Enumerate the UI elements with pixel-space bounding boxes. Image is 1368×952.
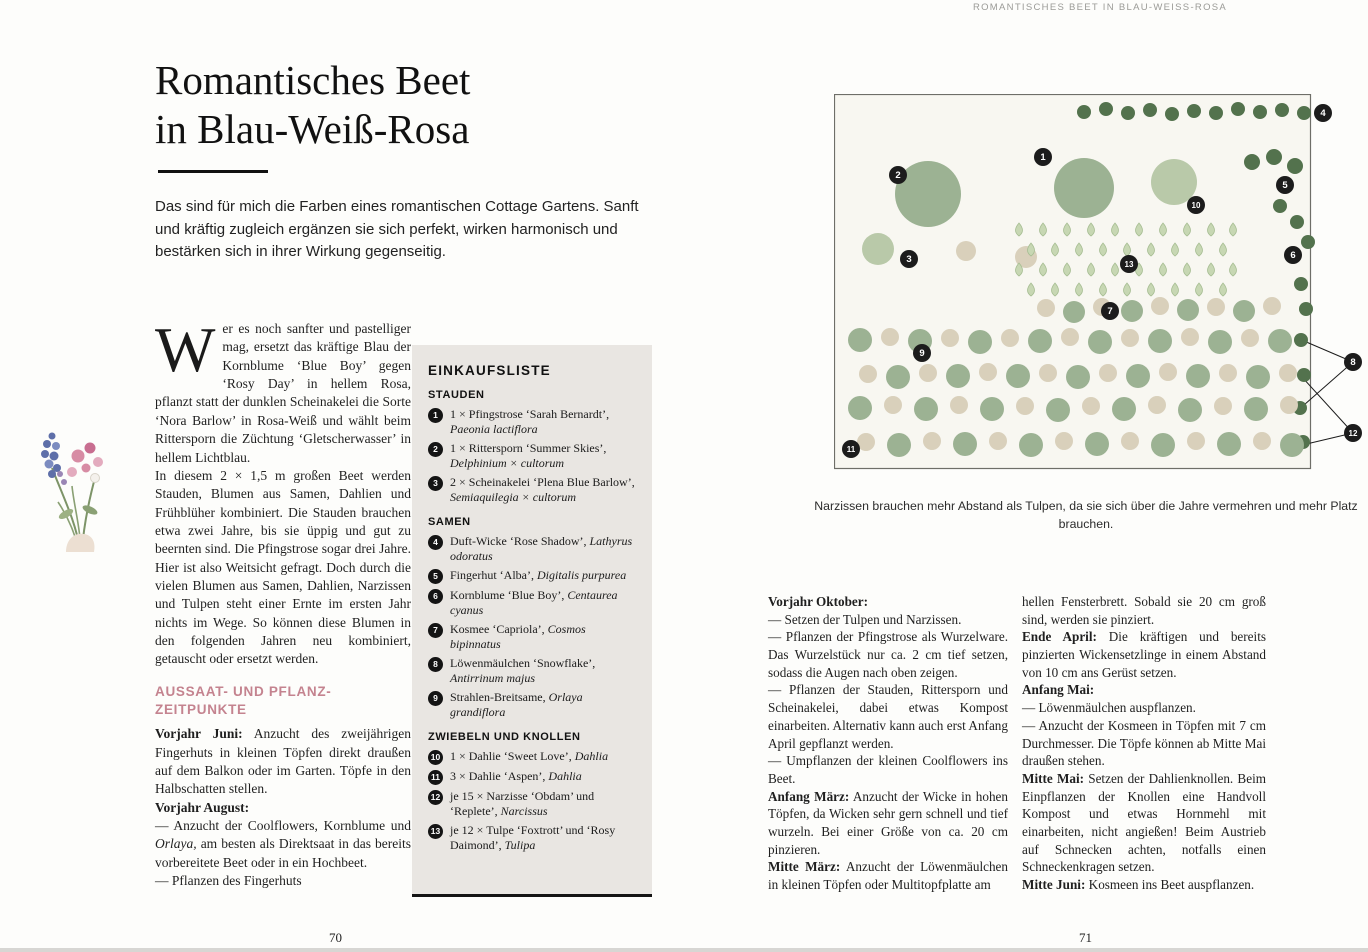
- item-latin-name: Tulipa: [504, 838, 536, 852]
- shopping-list-item: [428, 407, 636, 437]
- plant-circle: [1214, 397, 1232, 415]
- body-paragraph-1: [155, 314, 411, 467]
- item-number-badge: 8: [428, 657, 443, 672]
- bed-outline: [835, 95, 1311, 469]
- plant-circle: [1028, 329, 1052, 353]
- item-number-badge: 2: [428, 442, 443, 457]
- item-text: 1 × Rittersporn ‘Summer Skies’, Delphinium × cultorum: [450, 441, 607, 470]
- plant-circle: [1063, 301, 1085, 323]
- schedule-paragraph: Anfang März: Anzucht der Wicke in hohen Töpfen, da Wicken sehr gern schnell und tief wurzeln. Bei einer Größe von ca. 20 cm pinzieren.: [768, 788, 1008, 857]
- plant-circle: [862, 233, 894, 265]
- item-number-badge: 6: [428, 589, 443, 604]
- plant-circle: [1208, 330, 1232, 354]
- body-paragraph-2: In diesem 2 × 1,5 m großen Beet werden Stauden, Blumen aus Samen, Dahlien und Frühblüher kombiniert. Die Stauden brauchen etwa zwei Jahre, bis sie üppig und gut zu beernten sind. Die Pfingstrose sogar drei Jahre. Hier ist also Weitsicht gefragt. Doch durch die vielen Blumen aus Samen, Dahlien, Narzissen und Tulpen steht einer Ernte im ersten Jahr nichts im Wege. So können diese Blumen in den folgenden Jahren neu kombiniert, getauscht oder ersetzt werden.: [155, 467, 411, 667]
- planting-plan: [834, 94, 1368, 484]
- shopping-list-item: [428, 749, 636, 765]
- schedule-label: Vorjahr August:: [155, 799, 250, 815]
- plant-marker-number: 5: [1282, 180, 1288, 192]
- item-latin-name: Lathyrus odoratus: [450, 534, 633, 563]
- plant-circle: [1001, 329, 1019, 347]
- plant-circle: [1280, 396, 1298, 414]
- shopping-list-item: [428, 441, 636, 471]
- schedule-label: Ende April:: [1022, 629, 1097, 645]
- title-rule: [158, 170, 268, 173]
- item-latin-name: Orlaya grandiflora: [450, 690, 583, 719]
- plant-circle: [941, 329, 959, 347]
- plant-circle: [1046, 398, 1070, 422]
- plant-circle: [1280, 433, 1304, 457]
- running-head: ROMANTISCHES BEET IN BLAU-WEISS-ROSA: [972, 2, 1228, 13]
- schedule-text: — Anzucht der Coolflowers, Kornblume und: [155, 818, 411, 834]
- item-text: 2 × Scheinakelei ‘Plena Blue Barlow’, Semiaquilegia × cultorum: [450, 475, 635, 504]
- plant-circle: [1279, 364, 1297, 382]
- schedule-paragraph: — Anzucht der Kosmeen in Töpfen mit 7 cm Durchmesser. Die Töpfe können ab Mitte Mai draußen stehen.: [1022, 717, 1266, 769]
- plant-marker-number: 6: [1290, 250, 1296, 262]
- item-text: je 15 × Narzisse ‘Obdam’ und ‘Replete’, Narcissus: [450, 789, 595, 818]
- item-latin-name: Semiaquilegia × cultorum: [450, 490, 577, 504]
- schedule-paragraph: — Pflanzen des Fingerhuts: [155, 873, 302, 889]
- item-text: Löwenmäulchen ‘Snowflake’, Antirrinum majus: [450, 656, 596, 685]
- item-text: 1 × Dahlie ‘Sweet Love’, Dahlia: [450, 749, 609, 763]
- plant-circle: [1273, 199, 1287, 213]
- schedule-paragraph: — Pflanzen der Pfingstrose als Wurzelware. Das Wurzelstück nur ca. 2 cm tief setzen, sodass die Augen nach oben zeigen.: [768, 629, 1008, 680]
- plant-circle: [1121, 329, 1139, 347]
- item-latin-name: Cosmos bipinnatus: [450, 622, 586, 651]
- plant-circle: [1290, 215, 1304, 229]
- item-latin-name: Dahlia: [548, 769, 582, 783]
- plant-circle: [1037, 299, 1055, 317]
- plant-circle: [1244, 154, 1260, 170]
- page-number-right: 71: [1079, 930, 1092, 945]
- schedule-paragraph: Mitte Juni: Kosmeen ins Beet auspflanzen.: [1022, 877, 1255, 892]
- plant-circle: [1085, 432, 1109, 456]
- plant-marker-number: 12: [1348, 429, 1358, 439]
- item-text: Duft-Wicke ‘Rose Shadow’, Lathyrus odoratus: [450, 534, 633, 563]
- plant-circle: [1253, 432, 1271, 450]
- shopping-list-item: [428, 823, 636, 853]
- plant-circle: [1151, 297, 1169, 315]
- schedule-paragraph: Mitte März: Anzucht der Löwenmäulchen in kleinen Töpfen oder Multitopfplatte am: [768, 859, 1008, 892]
- plant-circle: [1126, 364, 1150, 388]
- plant-circle: [923, 432, 941, 450]
- plant-circle: [886, 365, 910, 389]
- plant-circle: [1209, 106, 1223, 120]
- plant-circle: [1016, 397, 1034, 415]
- plant-circle: [1099, 102, 1113, 116]
- item-number-badge: 7: [428, 623, 443, 638]
- plant-circle: [1186, 364, 1210, 388]
- plant-circle: [1165, 107, 1179, 121]
- plant-circle: [1151, 159, 1197, 205]
- plant-circle: [848, 328, 872, 352]
- plant-circle: [1266, 149, 1282, 165]
- shopping-list-item: [428, 656, 636, 686]
- plant-circle: [956, 241, 976, 261]
- item-latin-name: Dahlia: [574, 749, 609, 763]
- shopping-list-item: [428, 690, 636, 720]
- plant-circle: [1112, 397, 1136, 421]
- schedule-paragraph: Mitte Mai: Setzen der Dahlienknollen. Beim Einpflanzen der Knollen eine Handvoll Kompost und etwas Hornmehl mit einarbeiten, nicht angießen! Beim Austrieb auf Schnecken achten, notfalls einen Schneckenkragen setzen.: [1022, 770, 1266, 875]
- right-text-column-1: [768, 593, 1008, 894]
- item-number-badge: 9: [428, 691, 443, 706]
- plant-circle: [1151, 433, 1175, 457]
- plant-circle: [1177, 299, 1199, 321]
- plant-circle: [1055, 432, 1073, 450]
- schedule-text: am besten als Direktsaat in das bereits vorbereitete Beet oder in ein Hochbeet.: [155, 836, 411, 870]
- plant-marker-number: 1: [1040, 152, 1046, 164]
- schedule-label: Mitte März:: [768, 859, 841, 875]
- plant-circle: [1268, 329, 1292, 353]
- plant-circle: [1178, 398, 1202, 422]
- item-number-badge: 1: [428, 408, 443, 423]
- item-number-badge: 5: [428, 569, 443, 584]
- plant-circle: [1294, 333, 1308, 347]
- shopping-list-groups: [428, 389, 636, 853]
- plant-marker-number: 3: [906, 254, 912, 266]
- item-text: Kosmee ‘Capriola’, Cosmos bipinnatus: [450, 622, 586, 651]
- schedule-paragraph: Ende April: Die kräftigen und bereits pinzierten Wickensetzlinge in einem Abstand von 10 cm ans Gerüst setzen.: [1022, 629, 1266, 680]
- shopping-list-box: [412, 345, 652, 897]
- plant-circle: [1294, 277, 1308, 291]
- item-number-badge: 4: [428, 535, 443, 550]
- plant-circle: [1159, 363, 1177, 381]
- plant-circle: [950, 396, 968, 414]
- shopping-list-title: EINKAUFSLISTE: [428, 363, 551, 378]
- item-latin-name: Digitalis purpurea: [536, 568, 627, 582]
- plant-circle: [1287, 158, 1303, 174]
- plant-circle: [1066, 365, 1090, 389]
- plant-circle: [1148, 396, 1166, 414]
- plant-circle: [1061, 328, 1079, 346]
- plant-circle: [1082, 397, 1100, 415]
- plant-circle: [1088, 330, 1112, 354]
- shopping-list-item: [428, 588, 636, 618]
- schedule-label: Anfang Mai:: [1022, 682, 1095, 698]
- plant-circle: [1181, 328, 1199, 346]
- shopping-list-item: [428, 769, 636, 785]
- plant-circle: [1275, 103, 1289, 117]
- plant-circle: [1019, 433, 1043, 457]
- shopping-list-item: [428, 622, 636, 652]
- plant-circle: [980, 397, 1004, 421]
- plant-circle: [1121, 432, 1139, 450]
- schedule-paragraph: [155, 799, 411, 817]
- bouquet-illustration: [32, 422, 124, 554]
- plant-circle: [1263, 297, 1281, 315]
- schedule-text: Anzucht des zweijährigen Fingerhuts in kleinen Töpfen direkt draußen auf dem Balkon oder im Garten. Töpfe in den Halbschatten stellen.: [155, 726, 411, 797]
- plant-circle: [1143, 103, 1157, 117]
- plant-circle: [1299, 302, 1313, 316]
- plant-circle: [1207, 298, 1225, 316]
- plant-circle: [1006, 364, 1030, 388]
- item-latin-name: Antirrinum majus: [450, 671, 536, 685]
- plant-circle: [1099, 364, 1117, 382]
- body-text-1: er es noch sanfter und pastelliger mag, ersetzt das kräftige Blau der Kornblume ‘Blue Boy’ gegen ‘Rosy Day’ in hellem Rosa, pflanzt statt der dunklen Scheinakelei die Sorte ‘Nora Barlow’ in Rosa-Weiß und wählt beim Rittersporn die Züchtung ‘Gletscherwasser’ in hellem Lichtblau.: [155, 321, 411, 465]
- schedule-heading-line2: ZEITPUNKTE: [155, 702, 247, 718]
- plant-circle: [1244, 397, 1268, 421]
- plant-circle: [881, 328, 899, 346]
- item-number-badge: 13: [428, 824, 443, 839]
- plant-circle: [1241, 329, 1259, 347]
- schedule-paragraph: hellen Fensterbrett. Sobald sie 20 cm groß sind, werden sie pinziert.: [1022, 594, 1266, 627]
- plant-circle: [1039, 364, 1057, 382]
- schedule-label: Anfang März:: [768, 788, 850, 804]
- schedule-label: Vorjahr Juni:: [155, 726, 243, 742]
- drop-cap: W: [155, 314, 216, 385]
- shopping-section-header: ZWIEBELN UND KNOLLEN: [428, 731, 581, 743]
- schedule-paragraph: — Löwenmäulchen auspflanzen.: [1022, 700, 1196, 716]
- diagram-caption: Narzissen brauchen mehr Abstand als Tulpen, da sie sich über die Jahre vermehren und mehr Platz brauchen.: [814, 499, 1358, 531]
- schedule-paragraph: [768, 593, 1008, 611]
- item-text: 1 × Pfingstrose ‘Sarah Bernardt’, Paeonia lactiflora: [450, 407, 610, 436]
- plant-circle: [1297, 106, 1311, 120]
- plant-circle: [1121, 106, 1135, 120]
- plant-circle: [1054, 158, 1114, 218]
- schedule-paragraph: — Umpflanzen der kleinen Coolflowers ins Beet.: [768, 753, 1008, 786]
- plant-circle: [884, 396, 902, 414]
- planting-plan-diagram: [834, 94, 1368, 479]
- plant-circle: [953, 432, 977, 456]
- plant-circle: [1246, 365, 1270, 389]
- plant-circle: [914, 397, 938, 421]
- plant-circle: [1301, 235, 1315, 249]
- shopping-list-item: [428, 789, 636, 819]
- shopping-section-header: SAMEN: [428, 516, 471, 528]
- schedule-label: Vorjahr Oktober:: [768, 594, 868, 609]
- schedule-paragraph: — Setzen der Tulpen und Narzissen.: [768, 611, 962, 627]
- shopping-list-item: [428, 534, 636, 564]
- page-title-line2: in Blau-Weiß-Rosa: [155, 106, 470, 153]
- plant-circle: [1231, 102, 1245, 116]
- plant-marker-number: 4: [1320, 108, 1326, 120]
- right-text-column-2: [1022, 593, 1266, 894]
- item-number-badge: 3: [428, 476, 443, 491]
- plant-circle: [1187, 104, 1201, 118]
- plant-circle: [1233, 300, 1255, 322]
- plant-circle: [946, 364, 970, 388]
- plant-circle: [1077, 105, 1091, 119]
- schedule-heading: [155, 683, 411, 719]
- shopping-section-header: STAUDEN: [428, 389, 485, 401]
- plant-circle: [887, 433, 911, 457]
- plant-circle: [979, 363, 997, 381]
- plant-circle: [1217, 432, 1241, 456]
- item-latin-name: Paeonia lactiflora: [450, 422, 538, 436]
- plant-circle: [1148, 329, 1172, 353]
- shopping-list-item: [428, 475, 636, 505]
- page-bottom-edge: [0, 948, 1368, 952]
- plant-circle: [919, 364, 937, 382]
- item-latin-name: Delphinium × cultorum: [450, 456, 565, 470]
- plant-marker-number: 2: [895, 170, 901, 182]
- schedule-text-italic: Orlaya,: [155, 836, 197, 852]
- item-text: Kornblume ‘Blue Boy’, Centaurea cyanus: [450, 588, 618, 617]
- page-title-line1: Romantisches Beet: [155, 57, 471, 103]
- item-number-badge: 12: [428, 790, 443, 805]
- plant-marker-number: 9: [919, 348, 925, 360]
- schedule-label: Mitte Mai:: [1022, 770, 1085, 786]
- item-latin-name: Centaurea cyanus: [450, 588, 618, 617]
- plant-circle: [989, 432, 1007, 450]
- item-text: Fingerhut ‘Alba’, Digitalis purpurea: [450, 568, 627, 582]
- plant-circle: [1219, 364, 1237, 382]
- plant-circle: [848, 396, 872, 420]
- schedule-label: Mitte Juni:: [1022, 877, 1086, 892]
- plant-marker-number: 7: [1107, 306, 1113, 318]
- schedule-paragraph: [155, 817, 411, 872]
- plant-marker-number: 11: [846, 445, 856, 455]
- item-text: Strahlen-Breitsame, Orlaya grandiflora: [450, 690, 583, 719]
- shopping-list-item: [428, 568, 636, 584]
- item-number-badge: 10: [428, 750, 443, 765]
- schedule-paragraph: [1022, 681, 1266, 699]
- schedule-heading-line1: AUSSAAT- UND PFLANZ-: [155, 683, 332, 699]
- plant-circle: [1297, 368, 1311, 382]
- left-text-column: [155, 314, 411, 891]
- plant-circle: [1121, 300, 1143, 322]
- schedule-paragraph: — Pflanzen der Stauden, Rittersporn und Scheinakelei, dabei etwas Kompost einarbeiten. Alternativ kann auch erst Anfang April gepflanzt werden.: [768, 682, 1008, 751]
- schedule-paragraph: [155, 725, 411, 798]
- item-text: 3 × Dahlie ‘Aspen’, Dahlia: [450, 769, 582, 783]
- plant-circle: [859, 365, 877, 383]
- page-number-left: 70: [329, 930, 342, 945]
- intro-paragraph: Das sind für mich die Farben eines romantischen Cottage Gartens. Sanft und kräftig zugleich ergänzen sie sich perfekt, wirken harmonisch und bestärken sich in ihrer Wirkung gegenseitig.: [155, 198, 639, 260]
- plant-circle: [968, 330, 992, 354]
- plant-marker-number: 13: [1124, 260, 1134, 270]
- item-latin-name: Narcissus: [500, 804, 548, 818]
- page-title: [155, 56, 470, 154]
- plant-marker-number: 8: [1350, 357, 1356, 369]
- plant-marker-number: 10: [1191, 201, 1201, 211]
- plant-circle: [1253, 105, 1267, 119]
- plant-circle: [1187, 432, 1205, 450]
- item-number-badge: 11: [428, 770, 443, 785]
- item-text: je 12 × Tulpe ‘Foxtrott’ und ‘Rosy Daimond’, Tulipa: [450, 823, 616, 852]
